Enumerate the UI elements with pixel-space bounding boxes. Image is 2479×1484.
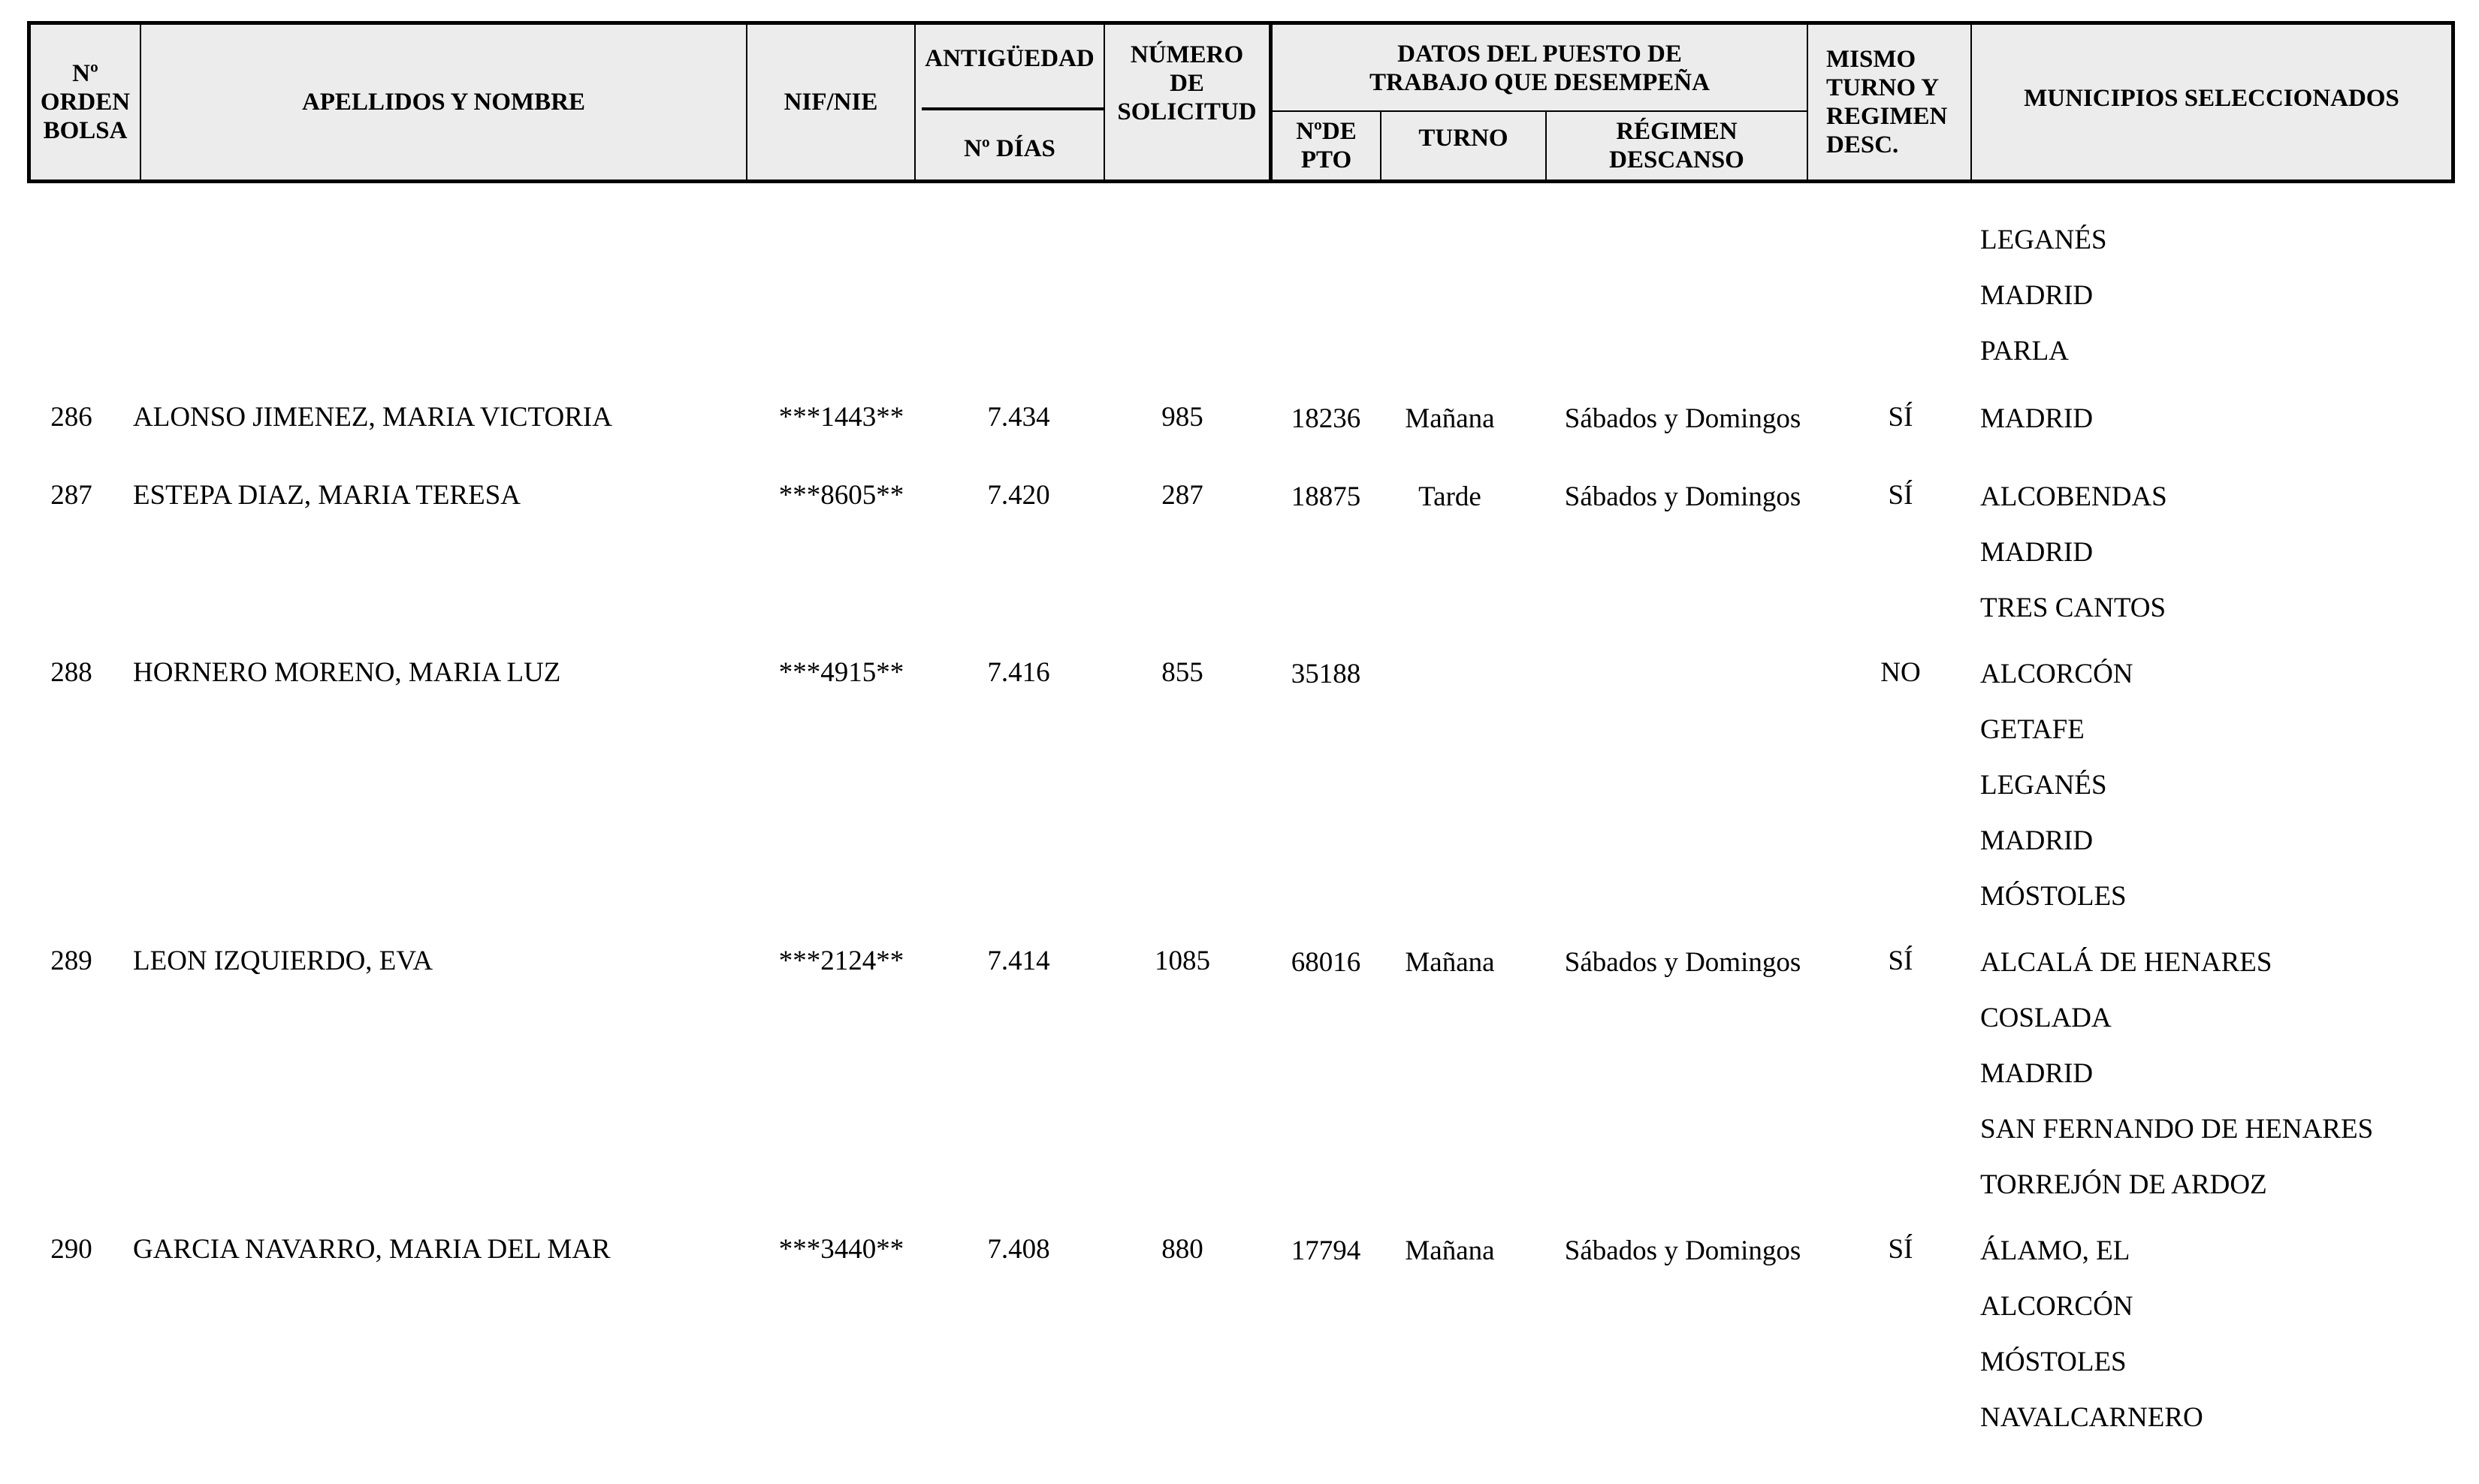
row-municipio: MADRID: [1980, 537, 2094, 568]
header-numero-line-1: NÚMERO: [1130, 41, 1244, 68]
row-municipio: ALCALÁ DE HENARES: [1980, 947, 2272, 978]
row-solicitud: 855: [1161, 657, 1203, 688]
row-municipio: MÓSTOLES: [1980, 881, 2127, 912]
row-turno: Mañana: [1405, 403, 1495, 434]
row-dias: 7.420: [987, 480, 1050, 511]
header-numero-solicitud: [1105, 25, 1269, 179]
row-municipio: SAN FERNANDO DE HENARES: [1980, 1114, 2374, 1145]
row-municipio: ALCOBENDAS: [1980, 481, 2167, 512]
row-solicitud: 985: [1161, 402, 1203, 433]
header-numero-line-3: SOLICITUD: [1117, 98, 1257, 125]
row-municipio: COSLADA: [1980, 1003, 2112, 1033]
row-solicitud: 1085: [1155, 946, 1210, 976]
header-datos-line-2: TRABAJO QUE DESEMPEÑA: [1369, 69, 1710, 96]
header-antiguedad: ANTIGÜEDAD: [925, 45, 1095, 72]
row-municipio: ALCORCÓN: [1980, 659, 2133, 689]
row-municipio: ALCORCÓN: [1980, 1291, 2133, 1322]
row-municipio: MADRID: [1980, 1058, 2094, 1089]
row-nif: ***4915**: [778, 657, 904, 688]
header-mismo-line-2: TURNO Y: [1826, 74, 1940, 101]
header-nif: NIF/NIE: [784, 89, 878, 116]
row-solicitud: 287: [1161, 480, 1203, 511]
row-mismo: NO: [1880, 657, 1921, 688]
row-municipio: TORREJÓN DE ARDOZ: [1980, 1169, 2267, 1200]
table-header: [27, 21, 2455, 183]
row-number: 290: [50, 1234, 92, 1265]
header-orden: [31, 25, 140, 179]
header-regimen-line-1: RÉGIMEN: [1616, 118, 1738, 145]
row-municipio: MÓSTOLES: [1980, 1347, 2127, 1377]
header-mismo: [1808, 25, 1970, 179]
row-regimen: Sábados y Domingos: [1564, 947, 1801, 978]
row-name: ALONSO JIMENEZ, MARIA VICTORIA: [133, 402, 612, 433]
row-number: 288: [50, 657, 92, 688]
row-nif: ***8605**: [778, 480, 904, 511]
row-mismo: SÍ: [1888, 1234, 1913, 1265]
row-mismo: SÍ: [1888, 402, 1913, 433]
continuation-municipio: LEGANÉS: [1980, 225, 2107, 255]
row-dias: 7.416: [987, 657, 1050, 688]
header-pto-line-1: NºDE: [1296, 118, 1357, 145]
row-solicitud: 880: [1161, 1234, 1203, 1265]
row-municipio: LEGANÉS: [1980, 770, 2107, 801]
header-regimen-line-2: DESCANSO: [1609, 146, 1744, 173]
row-dias: 7.408: [987, 1234, 1050, 1265]
header-mismo-line-3: REGIMEN: [1826, 103, 1948, 130]
header-datos-line-1: DATOS DEL PUESTO DE: [1397, 41, 1682, 68]
header-datos-puesto: [1273, 28, 1807, 109]
row-municipio: GETAFE: [1980, 714, 2085, 745]
row-regimen: Sábados y Domingos: [1564, 1235, 1801, 1266]
row-municipio: ÁLAMO, EL: [1980, 1235, 2130, 1266]
header-orden-line-2: ORDEN: [40, 89, 131, 116]
row-dias: 7.434: [987, 402, 1050, 433]
row-turno: Mañana: [1405, 1235, 1495, 1266]
continuation-municipio: MADRID: [1980, 280, 2094, 311]
row-mismo: SÍ: [1888, 480, 1913, 511]
row-name: HORNERO MORENO, MARIA LUZ: [133, 657, 561, 688]
row-nif: ***3440**: [778, 1234, 904, 1265]
header-dias: Nº DÍAS: [964, 135, 1055, 162]
header-mismo-line-4: DESC.: [1826, 131, 1899, 158]
row-pto: 17794: [1291, 1235, 1361, 1266]
header-orden-line-3: BOLSA: [43, 117, 128, 144]
header-municipios: MUNICIPIOS SELECCIONADOS: [2024, 85, 2399, 112]
row-municipio: NAVALCARNERO: [1980, 1402, 2203, 1433]
row-municipio: MADRID: [1980, 825, 2094, 856]
row-pto: 18236: [1291, 403, 1361, 434]
row-regimen: Sábados y Domingos: [1564, 481, 1801, 512]
header-regimen: [1547, 112, 1807, 179]
header-orden-line-1: Nº: [72, 60, 98, 87]
row-number: 289: [50, 946, 92, 976]
row-nif: ***1443**: [778, 402, 904, 433]
row-name: GARCIA NAVARRO, MARIA DEL MAR: [133, 1234, 611, 1265]
row-pto: 18875: [1291, 481, 1361, 512]
row-mismo: SÍ: [1888, 946, 1913, 976]
header-pto-line-2: PTO: [1300, 146, 1352, 173]
row-pto: 35188: [1291, 659, 1361, 689]
row-name: LEON IZQUIERDO, EVA: [133, 946, 433, 976]
row-number: 287: [50, 480, 92, 511]
continuation-municipio: PARLA: [1980, 336, 2069, 366]
row-turno: Tarde: [1418, 481, 1481, 512]
header-turno: TURNO: [1418, 125, 1508, 152]
row-turno: Mañana: [1405, 947, 1495, 978]
row-name: ESTEPA DIAZ, MARIA TERESA: [133, 480, 521, 511]
row-municipio: MADRID: [1980, 403, 2094, 434]
header-pto: [1273, 112, 1380, 179]
header-apellidos: APELLIDOS Y NOMBRE: [301, 89, 586, 116]
header-mismo-line-1: MISMO: [1826, 46, 1916, 73]
row-regimen: Sábados y Domingos: [1564, 403, 1801, 434]
header-numero-line-2: DE: [1170, 70, 1204, 97]
row-municipio: TRES CANTOS: [1980, 593, 2166, 623]
row-dias: 7.414: [987, 946, 1050, 976]
row-number: 286: [50, 402, 92, 433]
row-nif: ***2124**: [778, 946, 904, 976]
row-pto: 68016: [1291, 947, 1361, 978]
